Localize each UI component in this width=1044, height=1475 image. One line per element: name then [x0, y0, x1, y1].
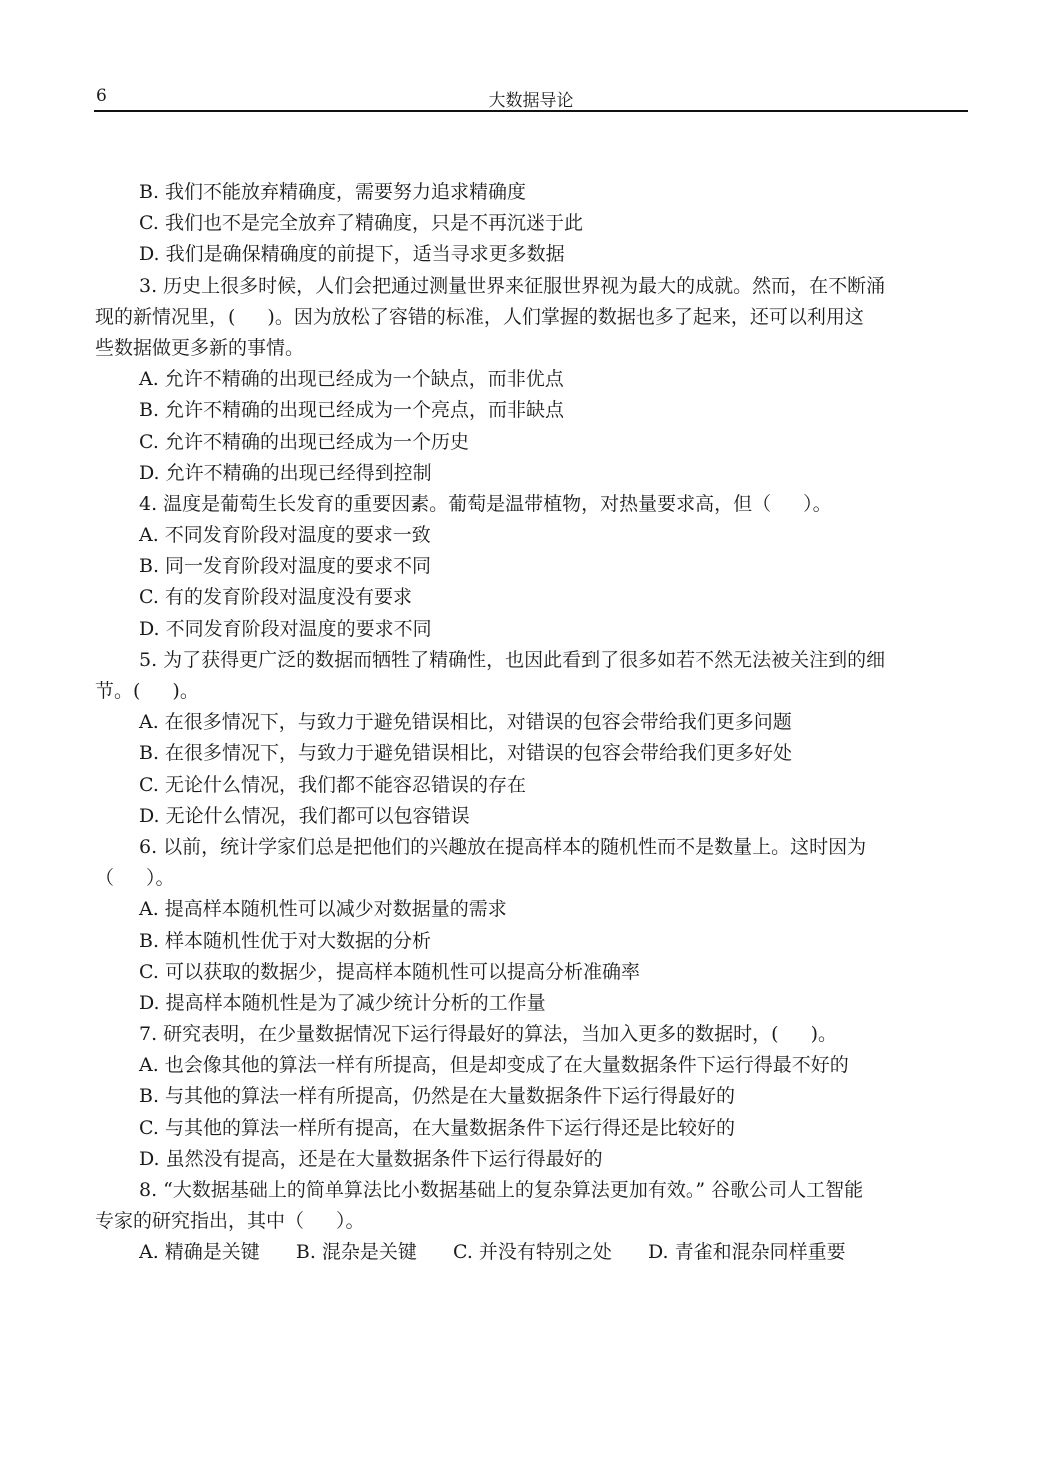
q7-option-a: A. 也会像其他的算法一样有所提高，但是却变成了在大量数据条件下运行得最不好的: [139, 1054, 849, 1077]
q8-option-b: B. 混杂是关键: [295, 1241, 417, 1264]
q8-stem-line-2: [95, 1206, 968, 1237]
q3-stem-line-2: [95, 302, 968, 333]
q3-option-d: D. 允许不精确的出现已经得到控制: [139, 461, 432, 484]
q6-option-d: D. 提高样本随机性是为了减少统计分析的工作量: [139, 991, 546, 1014]
q5-option-d: D. 无论什么情况，我们都可以包容错误: [139, 804, 470, 827]
q3-option-a: A. 允许不精确的出现已经成为一个缺点，而非优点: [139, 368, 564, 391]
q6-option-c: C. 可以获取的数据少，提高样本随机性可以提高分析准确率: [139, 960, 640, 983]
q4-stem: [95, 489, 968, 520]
q6-stem-line-1: 6. 以前，统计学家们总是把他们的兴趣放在提高样本的随机性而不是数量上。这时因为: [139, 835, 867, 858]
q7-option-c: C. 与其他的算法一样所有提高，在大量数据条件下运行得还是比较好的: [139, 1116, 735, 1139]
q3-stem-post: )。因为放松了容错的标准，人们掌握的数据也多了起来，还可以利用这: [267, 305, 864, 328]
page-number: 6: [96, 86, 107, 106]
q4-option-b: B. 同一发育阶段对温度的要求不同: [139, 555, 432, 578]
q6-stem-pre: （: [95, 867, 115, 890]
q5-option-a: A. 在很多情况下，与致力于避免错误相比，对错误的包容会带给我们更多问题: [139, 711, 792, 734]
q7-stem: [95, 1019, 968, 1050]
q5-option-c: C. 无论什么情况，我们都不能容忍错误的存在: [139, 773, 526, 796]
q4-option-d: D. 不同发育阶段对温度的要求不同: [139, 617, 432, 640]
q3-option-c: C. 允许不精确的出现已经成为一个历史: [139, 430, 469, 453]
q8-option-c: C. 并没有特别之处: [452, 1241, 612, 1264]
q3-stem-line-1: 3. 历史上很多时候，人们会把通过测量世界来征服世界视为最大的成就。然而，在不断涌: [139, 274, 886, 297]
book-title: 大数据导论: [488, 91, 574, 111]
q4-stem-post: ）。: [803, 492, 832, 515]
q7-stem-pre: 7. 研究表明，在少量数据情况下运行得最好的算法，当加入更多的数据时，(: [139, 1023, 779, 1046]
q8-stem-line-1: 8. “大数据基础上的简单算法比小数据基础上的复杂算法更加有效。” 谷歌公司人工智能: [139, 1179, 864, 1201]
q4-stem-pre: 4. 温度是葡萄生长发育的重要因素。葡萄是温带植物，对热量要求高，但（: [139, 492, 772, 515]
q8-option-a: A. 精确是关键: [139, 1241, 260, 1264]
q5-stem-line-2: [95, 676, 968, 707]
q5-stem-line-1: 5. 为了获得更广泛的数据而牺牲了精确性，也因此看到了很多如若不然无法被关注到的细: [139, 648, 886, 671]
q2-option-c: C. 我们也不是完全放弃了精确度，只是不再沉迷于此: [139, 212, 583, 235]
q2-option-d: D. 我们是确保精确度的前提下，适当寻求更多数据: [139, 243, 565, 266]
q6-option-a: A. 提高样本随机性可以减少对数据量的需求: [139, 898, 507, 921]
q4-option-a: A. 不同发育阶段对温度的要求一致: [139, 524, 431, 547]
q8-options: [95, 1237, 968, 1268]
q7-option-d: D. 虽然没有提高，还是在大量数据条件下运行得最好的: [139, 1147, 603, 1170]
page-header: [94, 84, 968, 112]
q6-stem-post: ）。: [146, 867, 175, 890]
q8-option-d: D. 青雀和混杂同样重要: [647, 1241, 846, 1264]
q6-option-b: B. 样本随机性优于对大数据的分析: [139, 929, 432, 952]
q8-stem-post: ）。: [336, 1210, 365, 1233]
q3-stem-line-3: 些数据做更多新的事情。: [95, 336, 305, 359]
q5-option-b: B. 在很多情况下，与致力于避免错误相比，对错误的包容会带给我们更多好处: [139, 742, 793, 765]
q4-option-c: C. 有的发育阶段对温度没有要求: [139, 586, 412, 609]
q3-stem-pre: 现的新情况里，(: [95, 305, 236, 328]
q8-stem-pre: 专家的研究指出，其中（: [95, 1210, 305, 1233]
q6-stem-line-2: [95, 863, 968, 894]
q5-stem-post: )。: [172, 680, 199, 702]
q3-option-b: B. 允许不精确的出现已经成为一个亮点，而非缺点: [139, 399, 565, 422]
q7-stem-post: )。: [810, 1023, 838, 1046]
q7-option-b: B. 与其他的算法一样有所提高，仍然是在大量数据条件下运行得最好的: [139, 1085, 736, 1108]
q2-option-b: B. 我们不能放弃精确度，需要努力追求精确度: [139, 181, 527, 203]
q5-stem-pre: 节。(: [95, 680, 141, 702]
page-body: [95, 177, 968, 1269]
